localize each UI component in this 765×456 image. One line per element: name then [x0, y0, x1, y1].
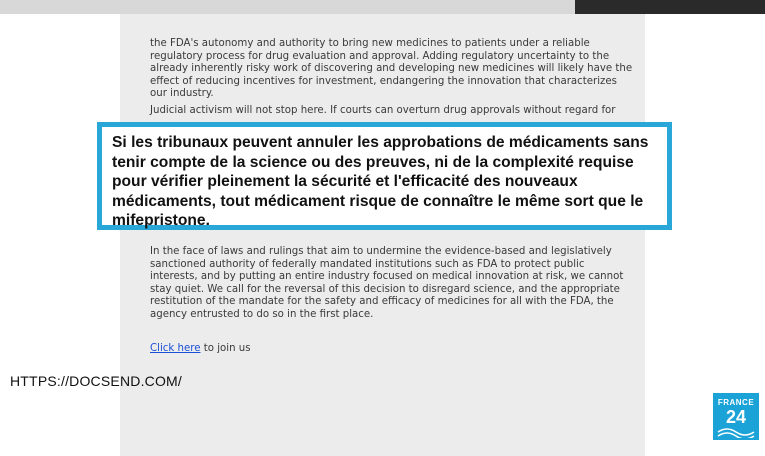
quote-overlay: [97, 122, 672, 230]
logo-line-1: FRANCE: [717, 398, 755, 407]
quote-text: Si les tribunaux peuvent annuler les approbations de médicaments sans tenir compte de la science ou des preuves, ni de la complexité requise pour vérifier pleinement la sécurité et l'efficacité des nouveaux médicaments, tout médicament risque de connaître le même sort que le mifepristone.: [112, 134, 649, 230]
document-paragraph-1: the FDA's autonomy and authority to bring new medicines to patients under a reliable regulatory process for drug evaluation and approval. Adding regulatory uncertainty to the already inherently risky work of discovering and developing new medicines will likely have the effect of reducing incentives for investment, endangering the innovation that characterizes our industry.: [150, 38, 633, 100]
logo-line-2: 24: [725, 407, 747, 427]
top-bar: [0, 0, 765, 14]
top-bar-dark-segment: [575, 0, 765, 14]
join-line: [150, 343, 635, 356]
logo-wave-icon: [717, 426, 755, 438]
document-paragraph-3: In the face of laws and rulings that aim to undermine the evidence-based and legislatively sanctioned authority of federally mandated institutions such as FDA to protect public interests, and by putting an entire industry focused on medical innovation at risk, we cannot stay quiet. We call for the reversal of this decision to disregard science, and the appropriate restitution of the mandate for the safety and efficacy of medicines for all with the FDA, the agency entrusted to do so in the first place.: [150, 246, 624, 320]
document-paragraph-2: Judicial activism will not stop here. If courts can overturn drug approvals without regard for: [150, 105, 616, 116]
click-here-link[interactable]: Click here: [150, 343, 201, 354]
join-suffix: to join us: [200, 343, 251, 354]
france24-logo: [713, 393, 759, 440]
source-url: HTTPS://DOCSEND.COM/: [10, 373, 183, 389]
